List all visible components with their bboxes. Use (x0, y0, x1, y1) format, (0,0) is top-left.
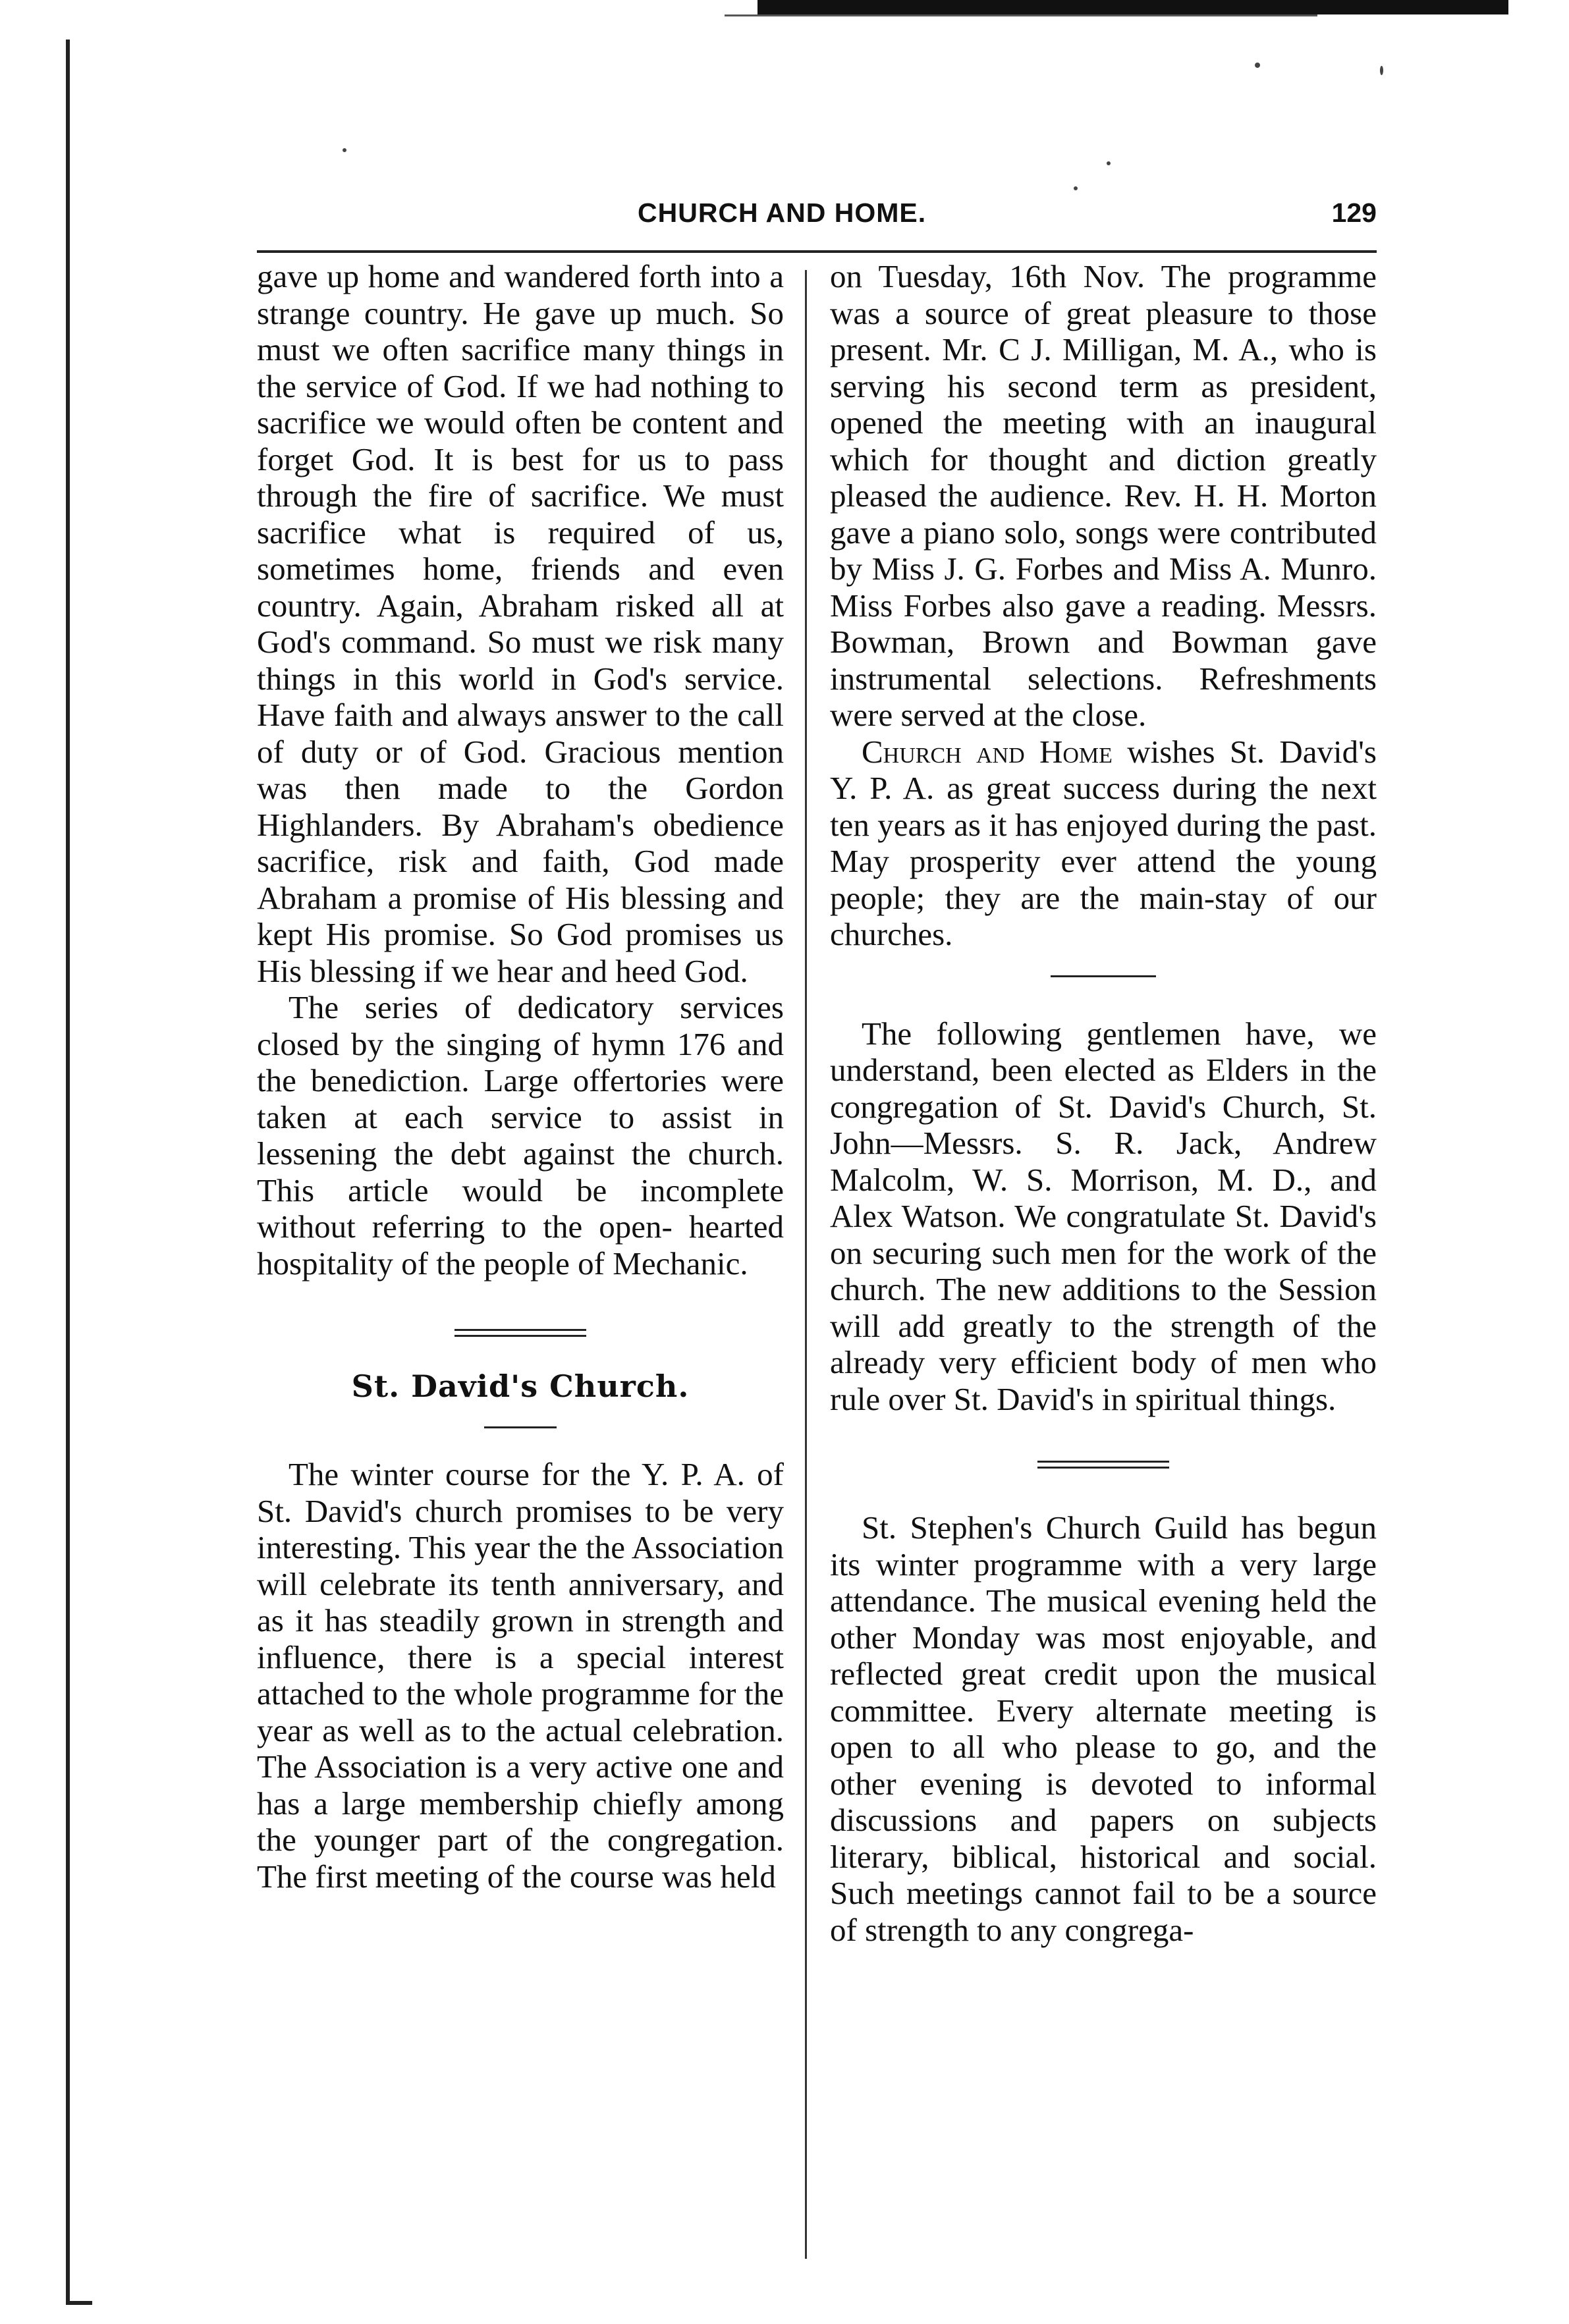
section-divider (1037, 1461, 1169, 1469)
left-column (257, 258, 784, 1895)
article-paragraph: gave up home and wandered forth into a strange country. He gave up much. So must we often sacrifice many things in the service of God. If we had nothing to sacrifice we would often be content and forget God. It is best for us to pass through the fire of sacrifice. We must sacrifice what is required of us, sometimes home, friends and even country. Again, Abraham risked all at God's command. So must we risk many things in this world in God's service. Have faith and always answer to the call of duty or of God. Gracious mention was then made to the Gordon Highlanders. By Abraham's obedience sacrifice, risk and faith, God made Abraham a promise of His blessing and kept His promise. So God promises us His blessing if we hear and heed God. (257, 258, 784, 989)
page-binding-edge (66, 40, 70, 2305)
scan-speck (343, 148, 346, 152)
scan-speck (1074, 186, 1078, 190)
scan-speck (1255, 63, 1260, 68)
article-paragraph: The series of dedicatory services closed by the singing of hymn 176 and the benediction. Large offertories were taken at each service to assist in lessening the debt against the church. This article would be incomplete without referring to the open- hearted hospitality of the people of Mechanic. (257, 989, 784, 1282)
article-paragraph: The winter course for the Y. P. A. of St. David's church promises to be very interesting. This year the the Association will celebrate its tenth anniversary, and as it has steadily grown in strength and influence, there is a special interest attached to the whole programme for the year as well as to the actual celebration. The Association is a very active one and has a large membership chiefly among the younger part of the congregation. The first meeting of the course was held (257, 1456, 784, 1895)
running-header (257, 198, 1377, 237)
section-divider (454, 1329, 586, 1337)
scan-speck (1107, 161, 1111, 165)
right-column (830, 258, 1377, 1948)
section-heading: St. David's Church. (351, 1368, 690, 1404)
publication-name: Church and Home (862, 733, 1113, 770)
page-number: 129 (1331, 198, 1377, 228)
article-paragraph: The following gentlemen have, we understand, been elected as Elders in the congregation of St. David's Church, St. John—Messrs. S. R. Jack, Andrew Malcolm, W. S. Morrison, M. D., and Alex Watson. We congratulate St. David's on securing such men for the work of the church. The new additions to the Session will add greatly to the strength of the already very efficient body of men who rule over St. David's in spiritual things. (830, 1015, 1377, 1417)
scan-edge-line (725, 14, 1317, 16)
article-paragraph: St. Stephen's Church Guild has begun its winter programme with a very large attendance. The musical evening held the other Monday was most enjoyable, and reflected great credit upon the musical committee. Every alternate meeting is open to all who please to go, and the other evening is devoted to informal discussions and papers on subjects literary, biblical, historical and social. Such meetings cannot fail to be a source of strength to any congrega- (830, 1509, 1377, 1948)
page-binding-foot (66, 2301, 92, 2305)
column-divider (805, 270, 807, 2259)
running-title: CHURCH AND HOME. (638, 198, 927, 228)
scan-speck (1380, 66, 1383, 75)
scan-edge-bar (757, 0, 1508, 14)
article-paragraph (830, 734, 1377, 953)
header-rule (257, 250, 1377, 253)
article-paragraph: on Tuesday, 16th Nov. The programme was a source of great pleasure to those present. Mr. C J. Milligan, M. A., who is serving his second term as president, opened the meeting with an inaugural which for thought and diction greatly pleased the audience. Rev. H. H. Morton gave a piano solo, songs were contributed by Miss J. G. Forbes and Miss A. Munro. Miss Forbes also gave a reading. Messrs. Bowman, Brown and Bowman gave instrumental selections. Refreshments were served at the close. (830, 258, 1377, 733)
paragraph-text: wishes St. David's Y. P. A. as great success during the next ten years as it has enjoyed during the past. May prosperity ever attend the young people; they are the main-stay of our churches. (830, 733, 1377, 952)
